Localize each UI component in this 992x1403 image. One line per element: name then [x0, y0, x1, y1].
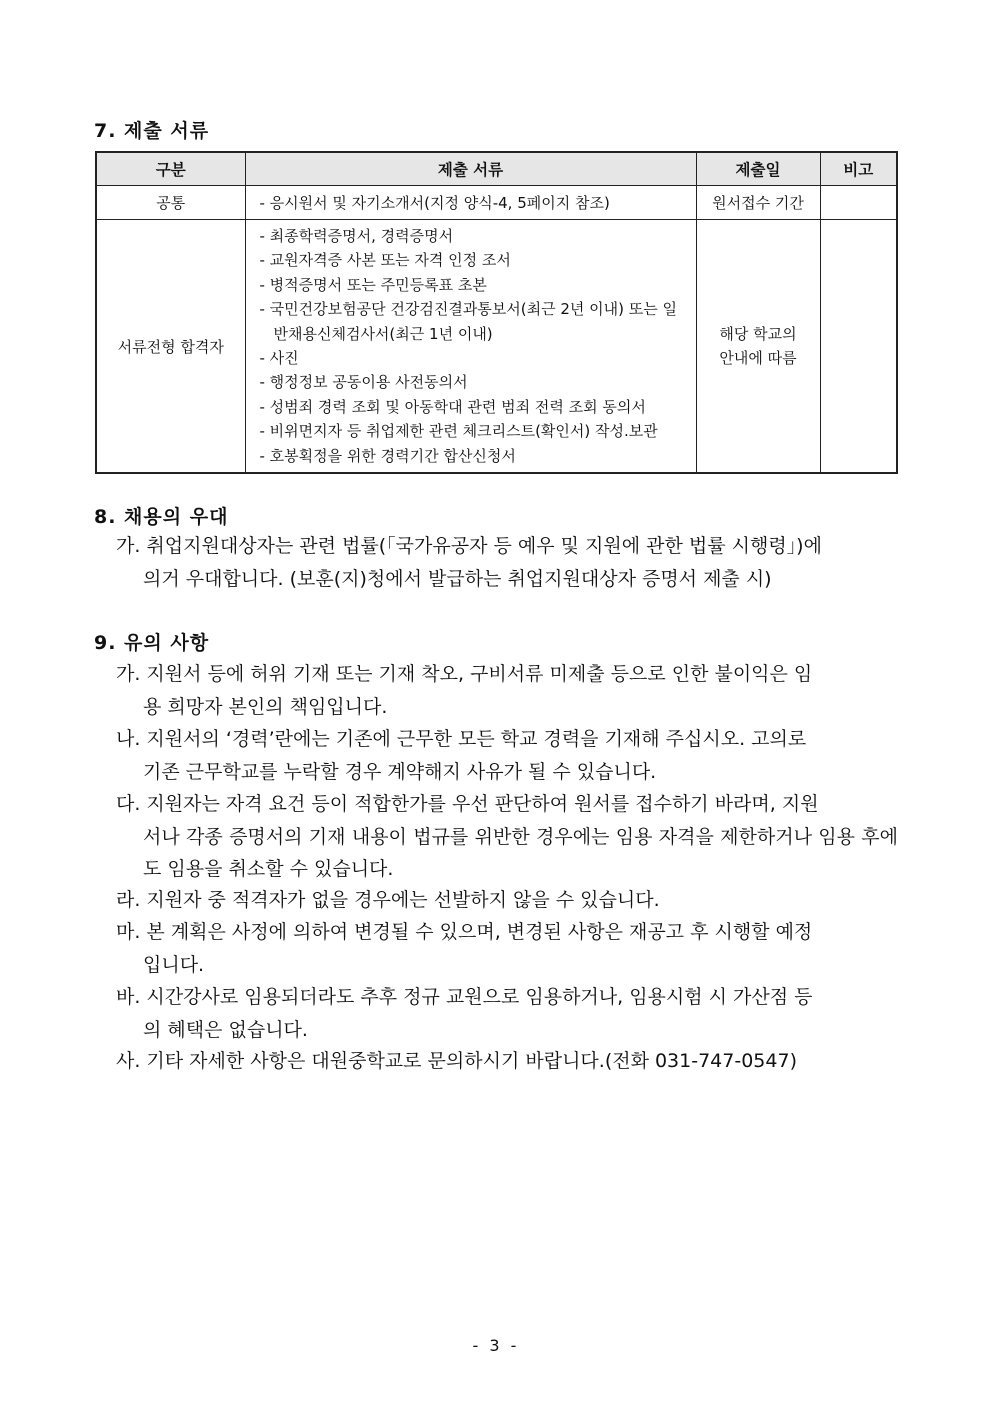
- document-item: - 호봉획정을 위한 경력기간 합산신청서: [259, 446, 516, 465]
- document-item: - 병적증명서 또는 주민등록표 초본: [259, 275, 487, 294]
- row-documents: [245, 186, 696, 220]
- page-number: - 3 -: [472, 1336, 520, 1355]
- document-item: - 성범죄 경력 조회 및 아동학대 관련 범죄 전력 조회 동의서: [259, 397, 646, 416]
- document-item: - 교원자격증 사본 또는 자격 인정 조서: [259, 251, 511, 270]
- list-item-continuation: 용 희망자 본인의 책임입니다.: [143, 695, 388, 718]
- table-row: [96, 186, 897, 220]
- list-item-first-line: 가. 취업지원대상자는 관련 법률(「국가유공자 등 예우 및 지원에 관한 법률 시행령」)에: [116, 535, 822, 557]
- list-item: [116, 530, 898, 595]
- list-item-first-line: 나. 지원서의 ‘경력’란에는 기존에 근무한 모든 학교 경력을 기재해 주십시오. 고의로: [116, 728, 807, 750]
- document-item: - 행정정보 공동이용 사전동의서: [259, 373, 468, 392]
- list-item: [116, 1045, 898, 1078]
- row-category: 서류전형 합격자: [96, 220, 245, 474]
- list-item-first-line: 다. 지원자는 자격 요건 등이 적합한가를 우선 판단하여 원서를 접수하기 바라며, 지원: [116, 793, 819, 815]
- list-item-continuation: 의 혜택은 없습니다.: [143, 1018, 308, 1041]
- list-item-first-line: 마. 본 계획은 사정에 의하여 변경될 수 있으며, 변경된 사항은 재공고 후 시행할 예정: [116, 921, 813, 943]
- row-submit-date: 원서접수 기간: [696, 186, 820, 220]
- section-9-title: 9. 유의 사항: [94, 632, 210, 654]
- row-note: [820, 220, 897, 474]
- document-item: - 응시원서 및 자기소개서(지정 양식-4, 5페이지 참조): [259, 194, 610, 212]
- list-item-continuation: 입니다.: [143, 953, 205, 976]
- list-item-continuation: 서나 각종 증명서의 기재 내용이 법규를 위반한 경우에는 임용 자격을 제한하거나 임용 후에도 임용을 취소할 수 있습니다.: [143, 825, 898, 880]
- list-item: [116, 723, 898, 788]
- table-row: [96, 220, 897, 474]
- list-item-first-line: 사. 기타 자세한 사항은 대원중학교로 문의하시기 바랍니다.(전화 031-747-0547): [116, 1050, 797, 1072]
- header-documents: 제출 서류: [245, 152, 696, 186]
- document-item: - 최종학력증명서, 경력증명서: [259, 227, 454, 245]
- list-item: [116, 658, 898, 723]
- list-item: [116, 981, 898, 1046]
- row-category: 공통: [96, 186, 245, 220]
- submit-date-line: 안내에 따름: [719, 349, 797, 368]
- header-note: 비고: [820, 152, 897, 186]
- document-item: - 사진: [259, 349, 299, 368]
- row-documents: [245, 220, 696, 474]
- list-item: [116, 788, 898, 886]
- list-item-continuation: 의거 우대합니다. (보훈(지)청에서 발급하는 취업지원대상자 증명서 제출 시): [143, 567, 772, 590]
- list-item-first-line: 라. 지원자 중 적격자가 없을 경우에는 선발하지 않을 수 있습니다.: [116, 889, 660, 911]
- list-item-first-line: 바. 시간강사로 임용되더라도 추후 정규 교원으로 임용하거나, 임용시험 시 가산점 등: [116, 986, 813, 1008]
- section-7-title: 7. 제출 서류: [94, 120, 210, 142]
- document-item: - 비위면지자 등 취업제한 관련 체크리스트(확인서) 작성.보관: [259, 422, 658, 441]
- document-item: - 국민건강보험공단 건강검진결과통보서(최근 2년 이내) 또는 일반채용신체검사서(최근 1년 이내): [259, 300, 678, 343]
- row-note: [820, 186, 897, 220]
- documents-table: [95, 151, 898, 474]
- submit-date-line: 해당 학교의: [719, 325, 797, 344]
- document-list: [246, 220, 696, 472]
- section-8-title: 8. 채용의 우대: [94, 506, 229, 528]
- row-submit-date: [696, 220, 820, 474]
- header-submit-date: 제출일: [696, 152, 820, 186]
- table-header-row: [96, 152, 897, 186]
- list-item: [116, 916, 898, 981]
- list-item-first-line: 가. 지원서 등에 허위 기재 또는 기재 착오, 구비서류 미제출 등으로 인한 불이익은 임: [116, 663, 813, 685]
- header-category: 구분: [96, 152, 245, 186]
- list-item-continuation: 기존 근무학교를 누락할 경우 계약해지 사유가 될 수 있습니다.: [143, 760, 657, 783]
- list-item: [116, 884, 898, 917]
